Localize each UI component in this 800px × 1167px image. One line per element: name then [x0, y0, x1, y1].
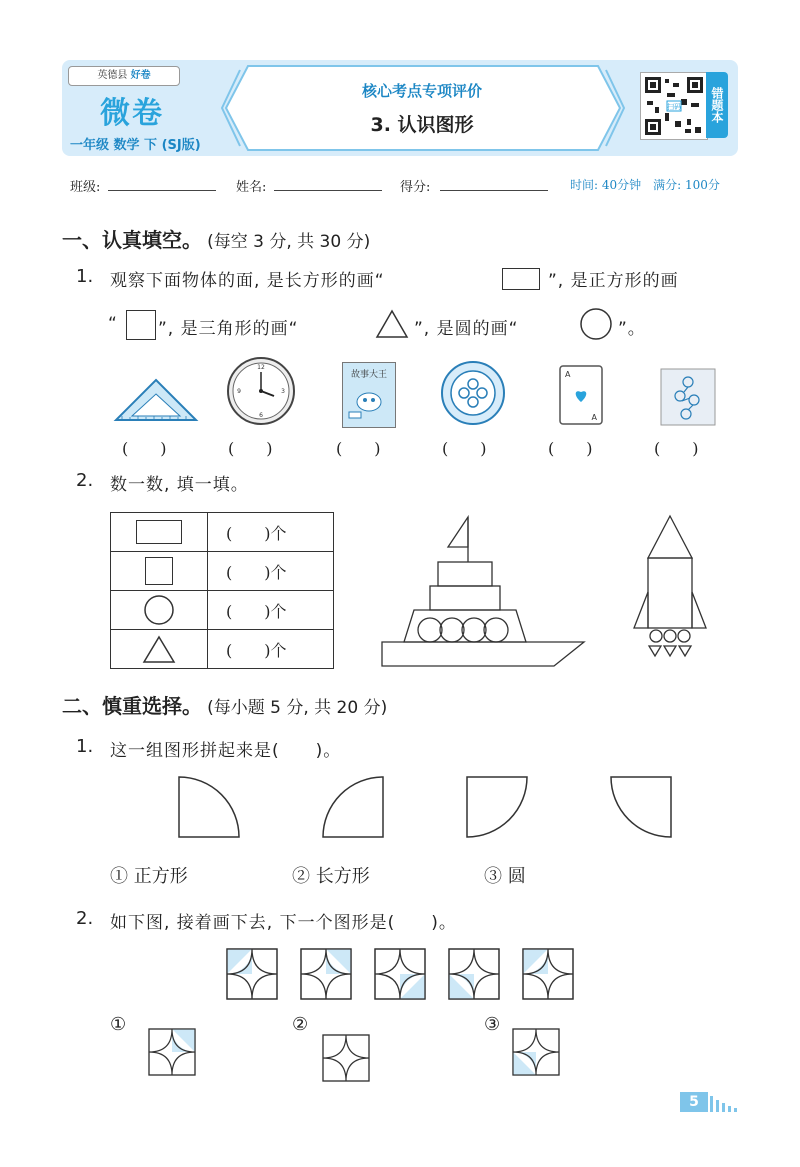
storybook-title: 故事大王 — [350, 370, 387, 380]
svg-text:9: 9 — [237, 388, 241, 395]
pattern-tile-4 — [449, 949, 499, 999]
rocket-figure — [628, 512, 724, 662]
floral-tile-icon — [660, 368, 716, 426]
publisher-name: 英德县 — [97, 70, 128, 81]
s1-q1-line2b: ”, 是三角形的画“ — [158, 319, 299, 339]
ship-figure — [378, 512, 588, 672]
section1-header — [62, 224, 370, 253]
answer-blank-4[interactable]: ( ) — [442, 439, 487, 458]
answer-blank-2[interactable]: ( ) — [228, 439, 273, 458]
pattern-tile-5 — [523, 949, 573, 999]
answer-blank-1[interactable]: ( ) — [122, 439, 167, 458]
pattern-tile-2 — [301, 949, 351, 999]
title-banner — [218, 62, 628, 154]
table-row — [111, 552, 334, 591]
triangle-shape-icon — [142, 634, 176, 664]
count-cell-rectangle[interactable]: ( )个 — [208, 513, 334, 552]
name-field[interactable] — [274, 190, 382, 191]
answer-tile-1[interactable] — [148, 1028, 196, 1076]
option-mark-3[interactable]: ③ — [484, 1014, 501, 1035]
pattern-tile-1 — [227, 949, 277, 999]
time-score-info: 时间: 40分钟 满分: 100分 — [570, 178, 720, 192]
circle-symbol-icon — [578, 306, 614, 342]
storybook-cover-art — [343, 380, 395, 420]
section1-title: 一、认真填空。 — [62, 228, 202, 252]
s2-q2-text: 如下图, 接着画下去, 下一个图形是( )。 — [110, 913, 457, 933]
circle-shape-icon — [143, 594, 175, 626]
rectangle-symbol-icon — [502, 268, 540, 290]
square-symbol-icon — [126, 310, 156, 340]
storybook-icon — [342, 362, 396, 428]
section1-note: (每空 3 分, 共 30 分) — [207, 232, 371, 252]
bars-decoration-icon — [710, 1094, 740, 1112]
count-cell-triangle[interactable]: ( )个 — [208, 630, 334, 669]
option-1[interactable]: ① 正方形 — [110, 866, 188, 887]
svg-text:A: A — [591, 413, 597, 422]
brand-title: 微卷 — [100, 96, 164, 131]
table-row — [111, 630, 334, 669]
triangle-symbol-icon — [374, 308, 410, 340]
s1-q1-line1b: ”, 是正方形的画 — [548, 271, 679, 291]
grade-label: 一年级 数学 下 (SJ版) — [70, 138, 201, 153]
option-2[interactable]: ② 长方形 — [292, 866, 370, 887]
answer-blank-6[interactable]: ( ) — [654, 439, 699, 458]
shape-cell — [111, 513, 208, 552]
count-table — [110, 512, 334, 669]
class-field[interactable] — [108, 190, 216, 191]
option-mark-2[interactable]: ② — [292, 1014, 309, 1035]
answer-tile-2[interactable] — [322, 1034, 370, 1082]
s1-q2-text: 数一数, 填一填。 — [110, 475, 249, 495]
s1-q1-line2a: “ — [108, 314, 118, 334]
section2-note: (每小题 5 分, 共 20 分) — [207, 698, 388, 718]
table-row — [111, 513, 334, 552]
wrong-book-tag[interactable]: 错题本 — [706, 72, 728, 138]
svg-text:12: 12 — [257, 364, 265, 371]
qr-label: 扫码 — [667, 103, 681, 111]
s1-q1-line2c: ”, 是圆的画“ — [414, 319, 519, 339]
table-row — [111, 591, 334, 630]
class-label: 班级: — [70, 180, 101, 195]
unit-title: 3. 认识图形 — [370, 114, 474, 136]
quarter-circle-2 — [322, 776, 384, 838]
svg-text:6: 6 — [259, 412, 263, 419]
set-square-ruler-icon — [112, 376, 200, 426]
name-label: 姓名: — [236, 180, 267, 195]
option-mark-1[interactable]: ① — [110, 1014, 127, 1035]
series-title: 核心考点专项评价 — [361, 82, 482, 100]
section2-header — [62, 690, 387, 719]
s2-q1-text: 这一组图形拼起来是( )。 — [110, 741, 342, 761]
rectangle-shape-icon — [136, 520, 182, 544]
pattern-sequence — [226, 948, 576, 1002]
svg-text:A: A — [565, 370, 571, 379]
score-field[interactable] — [440, 190, 548, 191]
publisher-logo — [68, 66, 180, 86]
clock-icon — [226, 356, 296, 426]
score-label: 得分: — [400, 180, 431, 195]
s1-q1-line2d: ”。 — [618, 319, 646, 339]
s2-q2-number: 2. — [76, 908, 94, 929]
shape-cell — [111, 630, 208, 669]
publisher-mark: 好卷 — [130, 70, 151, 81]
s1-q2-number: 2. — [76, 470, 94, 491]
s2-q1-number: 1. — [76, 736, 94, 757]
option-3[interactable]: ③ 圆 — [484, 866, 526, 887]
button-icon — [440, 360, 506, 426]
svg-text:3: 3 — [281, 388, 285, 395]
quarter-circle-3 — [466, 776, 528, 838]
square-shape-icon — [145, 557, 173, 585]
pattern-tile-3 — [375, 949, 425, 999]
s1-q1-number: 1. — [76, 266, 94, 287]
quarter-circle-1 — [178, 776, 240, 838]
qr-code-icon[interactable] — [640, 72, 708, 140]
count-cell-circle[interactable]: ( )个 — [208, 591, 334, 630]
count-cell-square[interactable]: ( )个 — [208, 552, 334, 591]
s1-q1-line1a: 观察下面物体的面, 是长方形的画“ — [110, 271, 385, 291]
page-number: 5 — [680, 1092, 708, 1112]
answer-blank-3[interactable]: ( ) — [336, 439, 381, 458]
section2-title: 二、慎重选择。 — [62, 694, 202, 718]
answer-tile-3[interactable] — [512, 1028, 560, 1076]
shape-cell — [111, 591, 208, 630]
shape-cell — [111, 552, 208, 591]
answer-blank-5[interactable]: ( ) — [548, 439, 593, 458]
quarter-circle-4 — [610, 776, 672, 838]
playing-card-icon — [558, 364, 604, 426]
